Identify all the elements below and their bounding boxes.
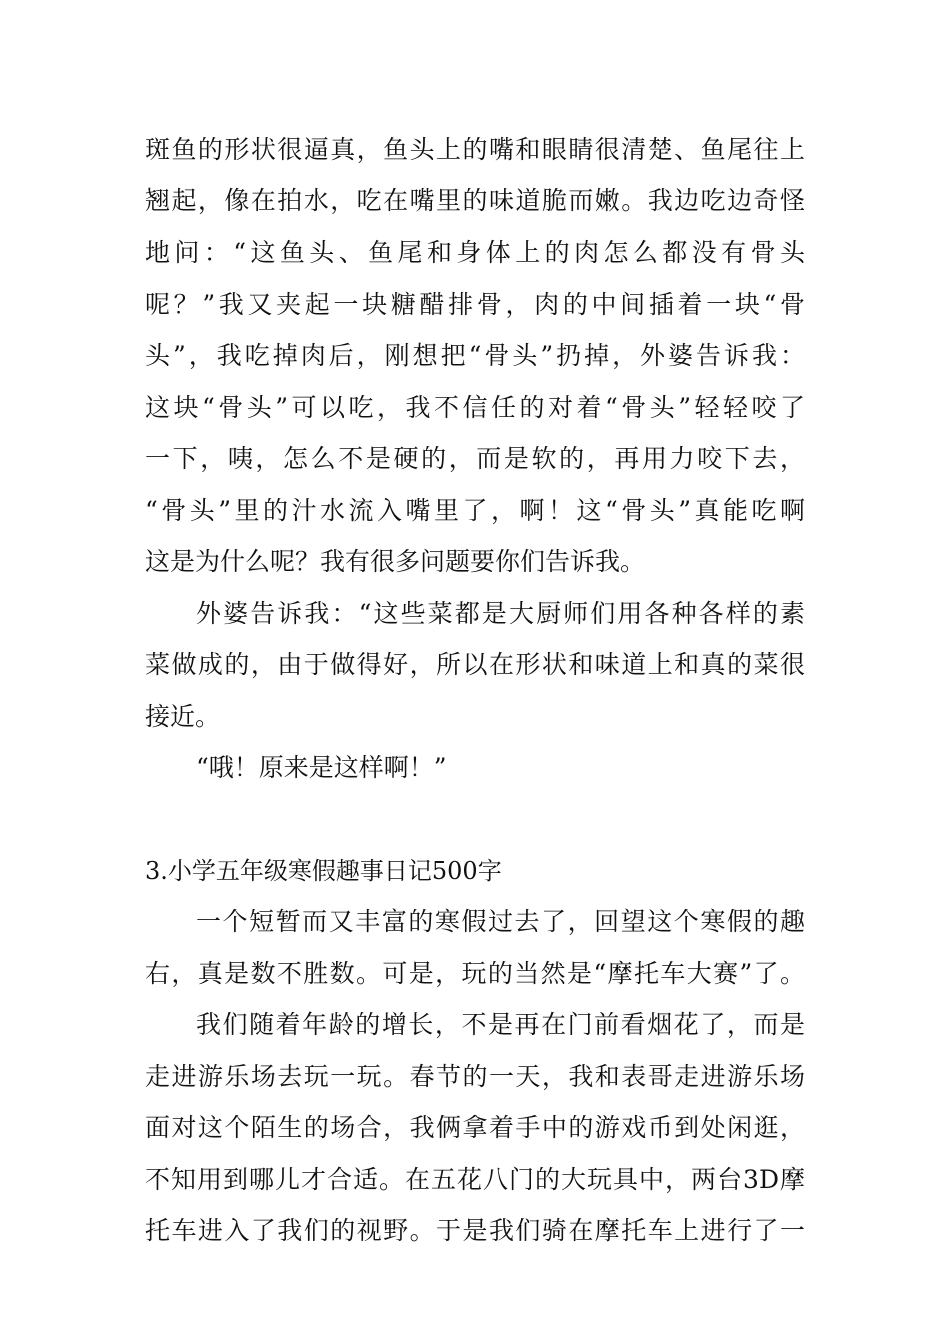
text-line: 走进游乐场去玩一玩。春节的一天，我和表哥走进游乐场 [145,1062,805,1091]
text-line: 我们随着年龄的增长，不是再在门前看烟花了，而是 [196,1010,805,1039]
text-line: 地问：“这鱼头、鱼尾和身体上的肉怎么都没有骨头 [145,238,805,267]
text-line: 不知用到哪儿才合适。在五花八门的大玩具中，两台3D摩 [145,1165,805,1194]
text-line: 呢？”我又夹起一块糖醋排骨，肉的中间插着一块“骨 [145,290,805,319]
text-line: 这是为什么呢？我有很多问题要你们告诉我。 [145,547,646,576]
text-line: 翘起，像在拍水，吃在嘴里的味道脆而嫩。我边吃边奇怪 [145,186,805,215]
text-line: 外婆告诉我：“这些菜都是大厨师们用各种各样的素 [196,599,805,628]
text-line: 一个短暂而又丰富的寒假过去了，回望这个寒假的趣 [196,907,805,936]
text-line: 接近。 [145,702,221,731]
text-line: 一下，咦，怎么不是硬的，而是软的，再用力咬下去， [145,444,805,473]
section-heading: 3.小学五年级寒假趣事日记500字 [145,857,502,885]
text-line: 斑鱼的形状很逼真，鱼头上的嘴和眼睛很清楚、鱼尾往上 [145,135,805,164]
text-line: “哦！原来是这样啊！” [196,753,447,782]
text-line: 这块“骨头”可以吃，我不信任的对着“骨头”轻轻咬了 [145,393,805,422]
text-line: 面对这个陌生的场合，我俩拿着手中的游戏币到处闲逛， [145,1113,805,1142]
text-line: “骨头”里的汁水流入嘴里了，啊！这“骨头”真能吃啊 [145,496,805,525]
text-line: 右，真是数不胜数。可是，玩的当然是“摩托车大赛”了。 [145,959,805,988]
text-line: 头”，我吃掉肉后，刚想把“骨头”扔掉，外婆告诉我： [145,341,805,370]
text-line: 菜做成的，由于做得好，所以在形状和味道上和真的菜很 [145,650,805,679]
text-line: 托车进入了我们的视野。于是我们骑在摩托车上进行了一 [145,1216,805,1245]
